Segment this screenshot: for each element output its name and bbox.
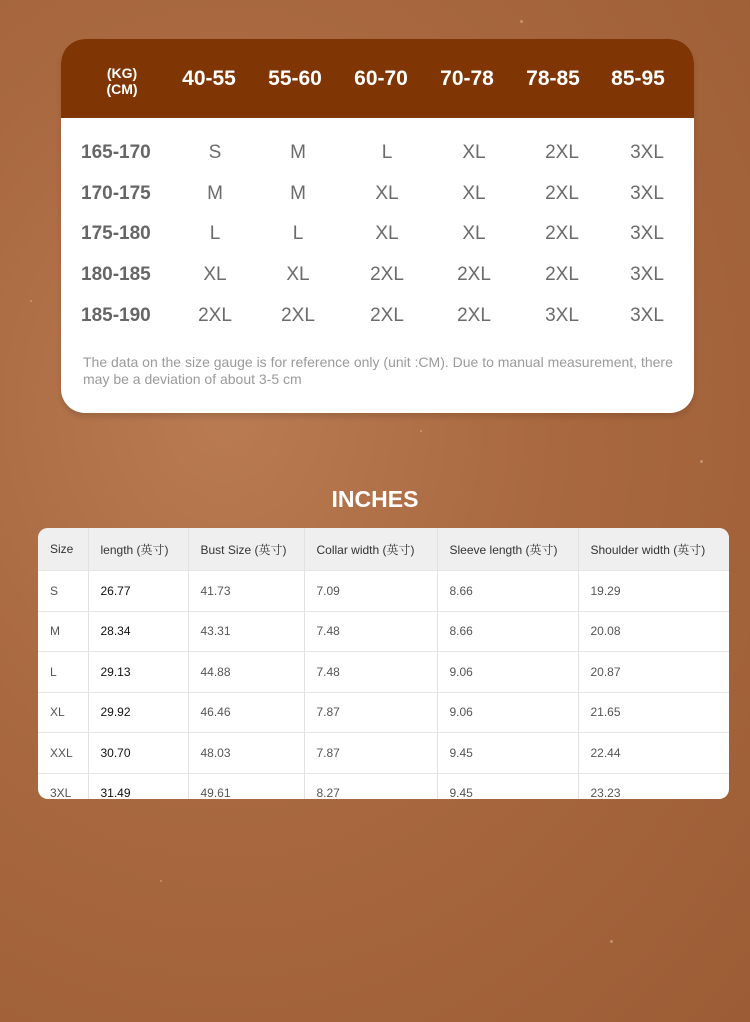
weight-column-header: 78-85 xyxy=(526,67,580,90)
size-cell: XL xyxy=(462,183,486,204)
size-cell: XL xyxy=(462,223,486,244)
bust-cell: 46.46 xyxy=(188,692,304,733)
table-row xyxy=(38,733,729,774)
table-row xyxy=(38,652,729,693)
sleeve-cell: 9.45 xyxy=(437,733,578,774)
shoulder-cell: 20.08 xyxy=(578,611,729,652)
length-cell: 29.13 xyxy=(88,652,188,693)
size-cell: 2XL xyxy=(545,264,579,285)
size-cell: S xyxy=(208,142,222,163)
background-speck xyxy=(160,880,162,882)
background-speck xyxy=(610,940,613,943)
collar-cell: 7.48 xyxy=(304,652,437,693)
shoulder-cell: 22.44 xyxy=(578,733,729,774)
size-chart-row xyxy=(61,223,694,253)
table-row xyxy=(38,773,729,799)
size-cell: XXL xyxy=(38,733,88,774)
height-range: 185-190 xyxy=(81,305,151,326)
size-cell: XL xyxy=(38,692,88,733)
size-cell: M xyxy=(290,183,306,204)
size-cell: XL xyxy=(286,264,310,285)
size-cell: XL xyxy=(375,223,399,244)
weight-column-header: 70-78 xyxy=(440,67,494,90)
height-range: 165-170 xyxy=(81,142,151,163)
weight-column-header: 55-60 xyxy=(268,67,322,90)
size-cell: 2XL xyxy=(545,183,579,204)
height-range: 170-175 xyxy=(81,183,151,204)
size-chart-row xyxy=(61,264,694,294)
size-cell: 2XL xyxy=(545,223,579,244)
weight-unit-label: (KG) xyxy=(106,65,138,81)
bust-cell: 44.88 xyxy=(188,652,304,693)
reference-note: The data on the size gauge is for reference only (unit :CM). Due to manual measurement, there may be a deviation of about 3-5 cm xyxy=(83,354,673,387)
background-speck xyxy=(700,460,703,463)
size-cell: M xyxy=(290,142,306,163)
bust-cell: 49.61 xyxy=(188,773,304,799)
table-header-row xyxy=(38,528,729,571)
table-row xyxy=(38,692,729,733)
column-header-length: length (英寸) xyxy=(88,528,188,571)
size-cell: L xyxy=(381,142,393,163)
collar-cell: 7.09 xyxy=(304,571,437,612)
unit-label xyxy=(91,65,153,97)
sleeve-cell: 8.66 xyxy=(437,571,578,612)
size-cell: XL xyxy=(203,264,227,285)
sleeve-cell: 9.45 xyxy=(437,773,578,799)
size-cell: L xyxy=(292,223,304,244)
size-cell: 2XL xyxy=(281,305,315,326)
weight-column-header: 60-70 xyxy=(354,67,408,90)
size-chart-card xyxy=(61,39,694,413)
length-cell: 31.49 xyxy=(88,773,188,799)
collar-cell: 7.87 xyxy=(304,733,437,774)
length-cell: 30.70 xyxy=(88,733,188,774)
collar-cell: 7.87 xyxy=(304,692,437,733)
column-header-shoulder: Shoulder width (英寸) xyxy=(578,528,729,571)
background-speck xyxy=(520,20,523,23)
inches-title: INCHES xyxy=(331,486,419,512)
size-cell: 2XL xyxy=(457,305,491,326)
sleeve-cell: 8.66 xyxy=(437,611,578,652)
length-cell: 26.77 xyxy=(88,571,188,612)
size-cell: 2XL xyxy=(457,264,491,285)
size-cell: L xyxy=(209,223,221,244)
size-cell: 3XL xyxy=(630,264,664,285)
collar-cell: 8.27 xyxy=(304,773,437,799)
size-cell: 2XL xyxy=(370,264,404,285)
table-row xyxy=(38,571,729,612)
inches-table xyxy=(38,528,729,799)
weight-column-header: 40-55 xyxy=(182,67,236,90)
size-cell: 3XL xyxy=(630,305,664,326)
shoulder-cell: 23.23 xyxy=(578,773,729,799)
column-header-size: Size xyxy=(38,528,88,571)
background-speck xyxy=(30,300,32,302)
length-cell: 29.92 xyxy=(88,692,188,733)
size-cell: 2XL xyxy=(545,142,579,163)
size-cell: 2XL xyxy=(198,305,232,326)
sleeve-cell: 9.06 xyxy=(437,692,578,733)
inches-table-card xyxy=(38,528,729,799)
size-chart-row xyxy=(61,183,694,213)
collar-cell: 7.48 xyxy=(304,611,437,652)
size-cell: 3XL xyxy=(38,773,88,799)
column-header-sleeve: Sleeve length (英寸) xyxy=(437,528,578,571)
size-cell: S xyxy=(38,571,88,612)
shoulder-cell: 20.87 xyxy=(578,652,729,693)
shoulder-cell: 21.65 xyxy=(578,692,729,733)
size-cell: L xyxy=(38,652,88,693)
column-header-collar: Collar width (英寸) xyxy=(304,528,437,571)
weight-column-header: 85-95 xyxy=(611,67,665,90)
height-unit-label: (CM) xyxy=(106,81,138,97)
table-row xyxy=(38,611,729,652)
size-cell: M xyxy=(38,611,88,652)
height-range: 180-185 xyxy=(81,264,151,285)
size-cell: XL xyxy=(462,142,486,163)
size-chart-header xyxy=(61,39,694,118)
background-speck xyxy=(420,430,422,432)
bust-cell: 48.03 xyxy=(188,733,304,774)
length-cell: 28.34 xyxy=(88,611,188,652)
size-cell: M xyxy=(207,183,223,204)
size-cell: XL xyxy=(375,183,399,204)
bust-cell: 43.31 xyxy=(188,611,304,652)
size-cell: 3XL xyxy=(630,223,664,244)
column-header-bust: Bust Size (英寸) xyxy=(188,528,304,571)
shoulder-cell: 19.29 xyxy=(578,571,729,612)
sleeve-cell: 9.06 xyxy=(437,652,578,693)
size-cell: 3XL xyxy=(630,142,664,163)
size-chart-row xyxy=(61,142,694,172)
size-cell: 3XL xyxy=(630,183,664,204)
size-chart-row xyxy=(61,305,694,335)
height-range: 175-180 xyxy=(81,223,151,244)
bust-cell: 41.73 xyxy=(188,571,304,612)
size-cell: 2XL xyxy=(370,305,404,326)
size-cell: 3XL xyxy=(545,305,579,326)
